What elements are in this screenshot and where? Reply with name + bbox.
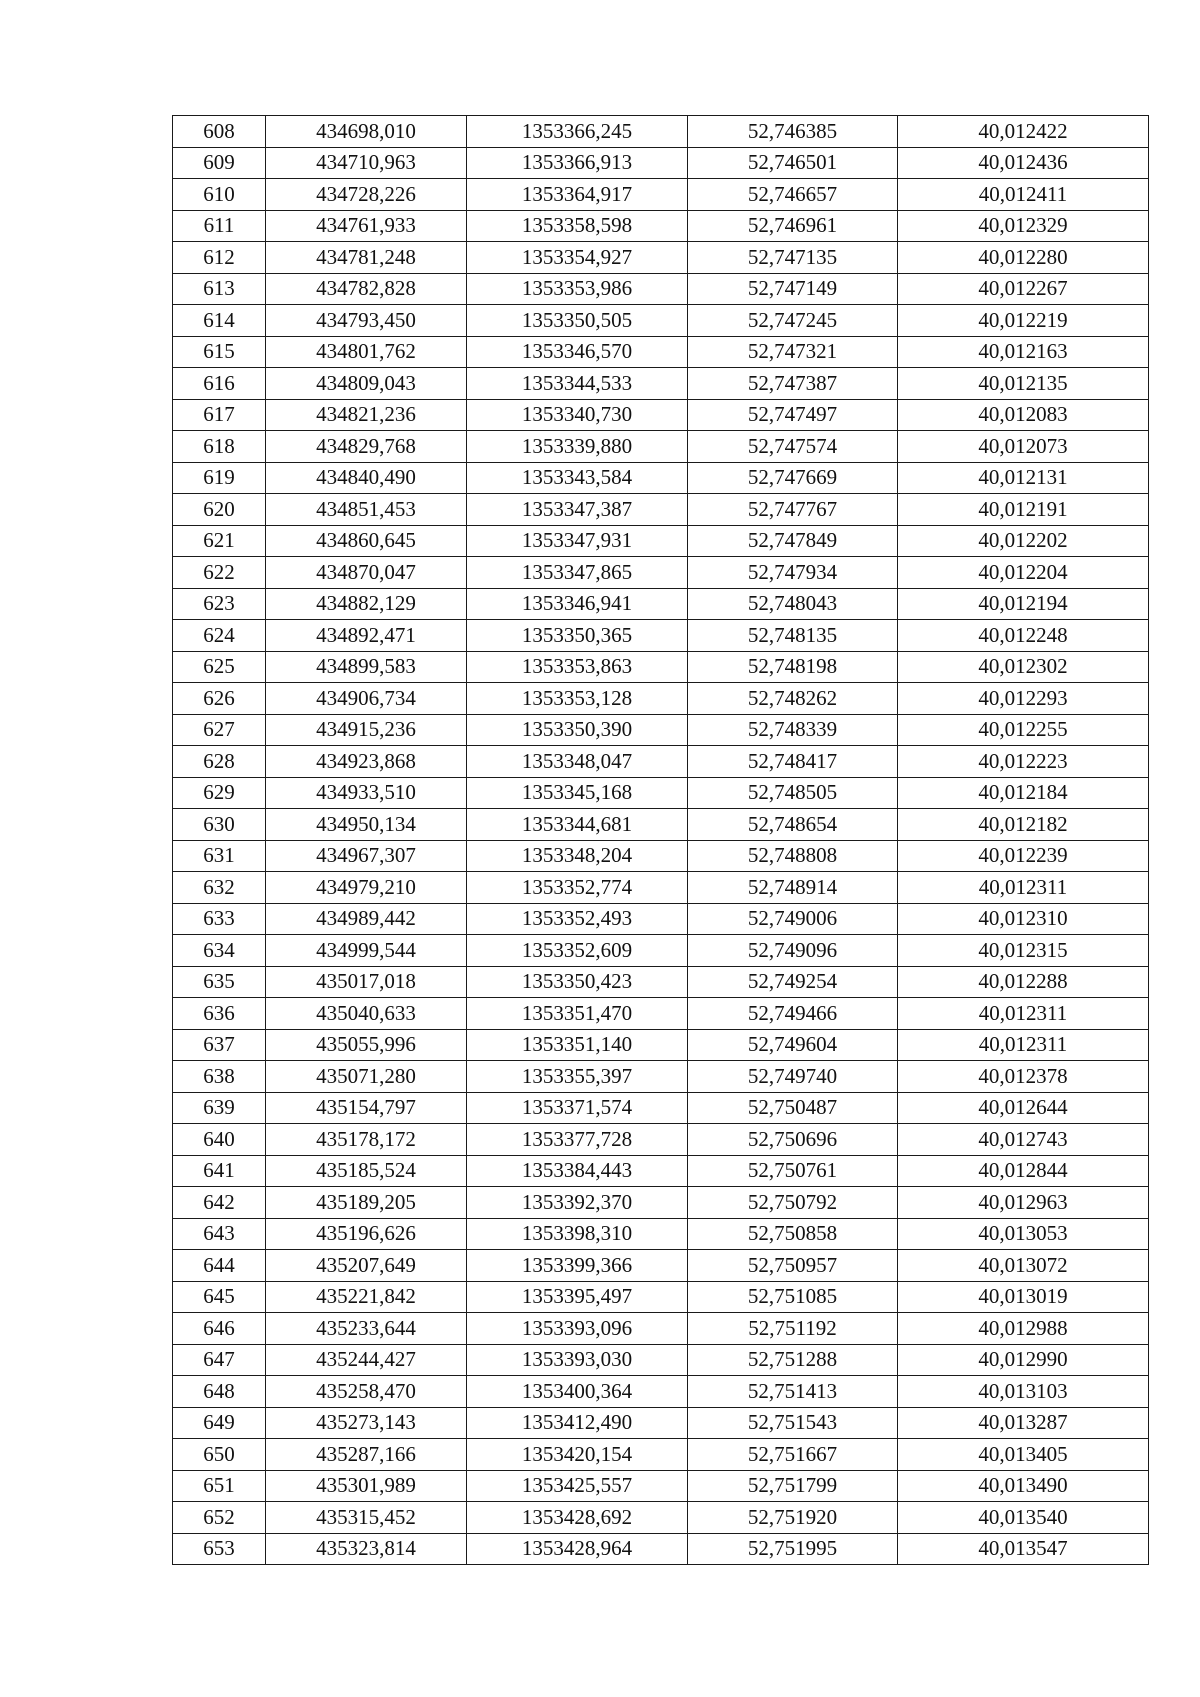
- x-coordinate-cell: 435196,626: [266, 1218, 467, 1250]
- x-coordinate-cell: 434923,868: [266, 746, 467, 778]
- point-number-cell: 642: [173, 1187, 266, 1219]
- point-number-cell: 620: [173, 494, 266, 526]
- latitude-cell: 52,749466: [688, 998, 898, 1030]
- table-row: [173, 494, 1149, 526]
- longitude-cell: 40,013490: [898, 1470, 1149, 1502]
- latitude-cell: 52,751667: [688, 1439, 898, 1471]
- x-coordinate-cell: 435233,644: [266, 1313, 467, 1345]
- latitude-cell: 52,748914: [688, 872, 898, 904]
- y-coordinate-cell: 1353364,917: [467, 179, 688, 211]
- y-coordinate-cell: 1353344,681: [467, 809, 688, 841]
- table-row: [173, 872, 1149, 904]
- y-coordinate-cell: 1353352,774: [467, 872, 688, 904]
- table-row: [173, 1533, 1149, 1565]
- table-row: [173, 210, 1149, 242]
- point-number-cell: 627: [173, 714, 266, 746]
- point-number-cell: 645: [173, 1281, 266, 1313]
- longitude-cell: 40,013053: [898, 1218, 1149, 1250]
- y-coordinate-cell: 1353377,728: [467, 1124, 688, 1156]
- point-number-cell: 624: [173, 620, 266, 652]
- point-number-cell: 638: [173, 1061, 266, 1093]
- point-number-cell: 651: [173, 1470, 266, 1502]
- x-coordinate-cell: 434899,583: [266, 651, 467, 683]
- y-coordinate-cell: 1353428,692: [467, 1502, 688, 1534]
- latitude-cell: 52,747574: [688, 431, 898, 463]
- longitude-cell: 40,012223: [898, 746, 1149, 778]
- y-coordinate-cell: 1353353,986: [467, 273, 688, 305]
- y-coordinate-cell: 1353393,030: [467, 1344, 688, 1376]
- longitude-cell: 40,012073: [898, 431, 1149, 463]
- longitude-cell: 40,012990: [898, 1344, 1149, 1376]
- table-row: [173, 746, 1149, 778]
- table-row: [173, 525, 1149, 557]
- longitude-cell: 40,012288: [898, 966, 1149, 998]
- longitude-cell: 40,012204: [898, 557, 1149, 589]
- y-coordinate-cell: 1353399,366: [467, 1250, 688, 1282]
- y-coordinate-cell: 1353393,096: [467, 1313, 688, 1345]
- longitude-cell: 40,013547: [898, 1533, 1149, 1565]
- x-coordinate-cell: 434915,236: [266, 714, 467, 746]
- table-row: [173, 368, 1149, 400]
- y-coordinate-cell: 1353398,310: [467, 1218, 688, 1250]
- coordinate-table: [172, 115, 1149, 1565]
- table-row: [173, 462, 1149, 494]
- point-number-cell: 629: [173, 777, 266, 809]
- longitude-cell: 40,012436: [898, 147, 1149, 179]
- latitude-cell: 52,746961: [688, 210, 898, 242]
- point-number-cell: 621: [173, 525, 266, 557]
- latitude-cell: 52,747497: [688, 399, 898, 431]
- point-number-cell: 623: [173, 588, 266, 620]
- y-coordinate-cell: 1353355,397: [467, 1061, 688, 1093]
- longitude-cell: 40,013072: [898, 1250, 1149, 1282]
- x-coordinate-cell: 434840,490: [266, 462, 467, 494]
- table-row: [173, 557, 1149, 589]
- point-number-cell: 608: [173, 116, 266, 148]
- x-coordinate-cell: 434761,933: [266, 210, 467, 242]
- latitude-cell: 52,748262: [688, 683, 898, 715]
- longitude-cell: 40,012310: [898, 903, 1149, 935]
- longitude-cell: 40,013287: [898, 1407, 1149, 1439]
- y-coordinate-cell: 1353384,443: [467, 1155, 688, 1187]
- latitude-cell: 52,750792: [688, 1187, 898, 1219]
- longitude-cell: 40,013405: [898, 1439, 1149, 1471]
- table-row: [173, 399, 1149, 431]
- y-coordinate-cell: 1353352,609: [467, 935, 688, 967]
- y-coordinate-cell: 1353348,204: [467, 840, 688, 872]
- y-coordinate-cell: 1353348,047: [467, 746, 688, 778]
- y-coordinate-cell: 1353347,931: [467, 525, 688, 557]
- latitude-cell: 52,751085: [688, 1281, 898, 1313]
- y-coordinate-cell: 1353366,913: [467, 147, 688, 179]
- latitude-cell: 52,747934: [688, 557, 898, 589]
- y-coordinate-cell: 1353343,584: [467, 462, 688, 494]
- x-coordinate-cell: 435017,018: [266, 966, 467, 998]
- longitude-cell: 40,012311: [898, 872, 1149, 904]
- point-number-cell: 636: [173, 998, 266, 1030]
- latitude-cell: 52,748043: [688, 588, 898, 620]
- x-coordinate-cell: 434782,828: [266, 273, 467, 305]
- latitude-cell: 52,750858: [688, 1218, 898, 1250]
- table-row: [173, 620, 1149, 652]
- x-coordinate-cell: 435055,996: [266, 1029, 467, 1061]
- latitude-cell: 52,747245: [688, 305, 898, 337]
- point-number-cell: 622: [173, 557, 266, 589]
- x-coordinate-cell: 435301,989: [266, 1470, 467, 1502]
- x-coordinate-cell: 434781,248: [266, 242, 467, 274]
- x-coordinate-cell: 434933,510: [266, 777, 467, 809]
- latitude-cell: 52,748417: [688, 746, 898, 778]
- y-coordinate-cell: 1353412,490: [467, 1407, 688, 1439]
- x-coordinate-cell: 434698,010: [266, 116, 467, 148]
- latitude-cell: 52,751413: [688, 1376, 898, 1408]
- y-coordinate-cell: 1353344,533: [467, 368, 688, 400]
- y-coordinate-cell: 1353339,880: [467, 431, 688, 463]
- x-coordinate-cell: 435273,143: [266, 1407, 467, 1439]
- table-row: [173, 1470, 1149, 1502]
- y-coordinate-cell: 1353346,570: [467, 336, 688, 368]
- coordinate-table-body: [173, 116, 1149, 1565]
- y-coordinate-cell: 1353347,387: [467, 494, 688, 526]
- x-coordinate-cell: 435154,797: [266, 1092, 467, 1124]
- table-row: [173, 903, 1149, 935]
- point-number-cell: 635: [173, 966, 266, 998]
- latitude-cell: 52,750761: [688, 1155, 898, 1187]
- table-row: [173, 1218, 1149, 1250]
- longitude-cell: 40,012194: [898, 588, 1149, 620]
- table-row: [173, 1155, 1149, 1187]
- y-coordinate-cell: 1353352,493: [467, 903, 688, 935]
- y-coordinate-cell: 1353420,154: [467, 1439, 688, 1471]
- latitude-cell: 52,750696: [688, 1124, 898, 1156]
- point-number-cell: 630: [173, 809, 266, 841]
- point-number-cell: 646: [173, 1313, 266, 1345]
- longitude-cell: 40,012131: [898, 462, 1149, 494]
- point-number-cell: 616: [173, 368, 266, 400]
- longitude-cell: 40,012248: [898, 620, 1149, 652]
- x-coordinate-cell: 434892,471: [266, 620, 467, 652]
- table-row: [173, 1187, 1149, 1219]
- point-number-cell: 643: [173, 1218, 266, 1250]
- latitude-cell: 52,748135: [688, 620, 898, 652]
- table-row: [173, 1250, 1149, 1282]
- longitude-cell: 40,013540: [898, 1502, 1149, 1534]
- table-row: [173, 1344, 1149, 1376]
- table-row: [173, 651, 1149, 683]
- table-row: [173, 809, 1149, 841]
- latitude-cell: 52,746501: [688, 147, 898, 179]
- longitude-cell: 40,012182: [898, 809, 1149, 841]
- point-number-cell: 618: [173, 431, 266, 463]
- y-coordinate-cell: 1353345,168: [467, 777, 688, 809]
- x-coordinate-cell: 435221,842: [266, 1281, 467, 1313]
- longitude-cell: 40,012135: [898, 368, 1149, 400]
- latitude-cell: 52,747149: [688, 273, 898, 305]
- x-coordinate-cell: 434809,043: [266, 368, 467, 400]
- x-coordinate-cell: 434989,442: [266, 903, 467, 935]
- point-number-cell: 640: [173, 1124, 266, 1156]
- latitude-cell: 52,749006: [688, 903, 898, 935]
- x-coordinate-cell: 434882,129: [266, 588, 467, 620]
- latitude-cell: 52,748808: [688, 840, 898, 872]
- x-coordinate-cell: 435207,649: [266, 1250, 467, 1282]
- longitude-cell: 40,013103: [898, 1376, 1149, 1408]
- point-number-cell: 612: [173, 242, 266, 274]
- y-coordinate-cell: 1353395,497: [467, 1281, 688, 1313]
- y-coordinate-cell: 1353358,598: [467, 210, 688, 242]
- x-coordinate-cell: 434906,734: [266, 683, 467, 715]
- longitude-cell: 40,012963: [898, 1187, 1149, 1219]
- y-coordinate-cell: 1353400,364: [467, 1376, 688, 1408]
- table-row: [173, 966, 1149, 998]
- table-row: [173, 179, 1149, 211]
- table-row: [173, 431, 1149, 463]
- point-number-cell: 615: [173, 336, 266, 368]
- point-number-cell: 628: [173, 746, 266, 778]
- point-number-cell: 639: [173, 1092, 266, 1124]
- latitude-cell: 52,751192: [688, 1313, 898, 1345]
- y-coordinate-cell: 1353366,245: [467, 116, 688, 148]
- longitude-cell: 40,012378: [898, 1061, 1149, 1093]
- x-coordinate-cell: 434801,762: [266, 336, 467, 368]
- point-number-cell: 613: [173, 273, 266, 305]
- y-coordinate-cell: 1353371,574: [467, 1092, 688, 1124]
- table-row: [173, 1439, 1149, 1471]
- table-row: [173, 116, 1149, 148]
- x-coordinate-cell: 434710,963: [266, 147, 467, 179]
- x-coordinate-cell: 435040,633: [266, 998, 467, 1030]
- x-coordinate-cell: 435287,166: [266, 1439, 467, 1471]
- latitude-cell: 52,751543: [688, 1407, 898, 1439]
- y-coordinate-cell: 1353350,365: [467, 620, 688, 652]
- point-number-cell: 649: [173, 1407, 266, 1439]
- longitude-cell: 40,012219: [898, 305, 1149, 337]
- y-coordinate-cell: 1353351,470: [467, 998, 688, 1030]
- longitude-cell: 40,012422: [898, 116, 1149, 148]
- x-coordinate-cell: 435258,470: [266, 1376, 467, 1408]
- y-coordinate-cell: 1353340,730: [467, 399, 688, 431]
- longitude-cell: 40,013019: [898, 1281, 1149, 1313]
- point-number-cell: 609: [173, 147, 266, 179]
- point-number-cell: 650: [173, 1439, 266, 1471]
- x-coordinate-cell: 434829,768: [266, 431, 467, 463]
- longitude-cell: 40,012191: [898, 494, 1149, 526]
- point-number-cell: 625: [173, 651, 266, 683]
- x-coordinate-cell: 435185,524: [266, 1155, 467, 1187]
- table-row: [173, 1313, 1149, 1345]
- y-coordinate-cell: 1353347,865: [467, 557, 688, 589]
- table-row: [173, 1061, 1149, 1093]
- latitude-cell: 52,751995: [688, 1533, 898, 1565]
- x-coordinate-cell: 435189,205: [266, 1187, 467, 1219]
- point-number-cell: 648: [173, 1376, 266, 1408]
- x-coordinate-cell: 434999,544: [266, 935, 467, 967]
- longitude-cell: 40,012163: [898, 336, 1149, 368]
- latitude-cell: 52,747321: [688, 336, 898, 368]
- longitude-cell: 40,012329: [898, 210, 1149, 242]
- point-number-cell: 610: [173, 179, 266, 211]
- x-coordinate-cell: 434793,450: [266, 305, 467, 337]
- table-row: [173, 714, 1149, 746]
- latitude-cell: 52,749740: [688, 1061, 898, 1093]
- longitude-cell: 40,012988: [898, 1313, 1149, 1345]
- point-number-cell: 641: [173, 1155, 266, 1187]
- latitude-cell: 52,751920: [688, 1502, 898, 1534]
- longitude-cell: 40,012255: [898, 714, 1149, 746]
- table-row: [173, 683, 1149, 715]
- table-row: [173, 1092, 1149, 1124]
- longitude-cell: 40,012311: [898, 1029, 1149, 1061]
- latitude-cell: 52,747387: [688, 368, 898, 400]
- longitude-cell: 40,012267: [898, 273, 1149, 305]
- point-number-cell: 611: [173, 210, 266, 242]
- x-coordinate-cell: 434860,645: [266, 525, 467, 557]
- longitude-cell: 40,012083: [898, 399, 1149, 431]
- latitude-cell: 52,749254: [688, 966, 898, 998]
- longitude-cell: 40,012411: [898, 179, 1149, 211]
- y-coordinate-cell: 1353350,390: [467, 714, 688, 746]
- longitude-cell: 40,012293: [898, 683, 1149, 715]
- point-number-cell: 653: [173, 1533, 266, 1565]
- latitude-cell: 52,750487: [688, 1092, 898, 1124]
- y-coordinate-cell: 1353350,505: [467, 305, 688, 337]
- y-coordinate-cell: 1353354,927: [467, 242, 688, 274]
- table-row: [173, 242, 1149, 274]
- table-row: [173, 998, 1149, 1030]
- latitude-cell: 52,747767: [688, 494, 898, 526]
- longitude-cell: 40,012280: [898, 242, 1149, 274]
- table-row: [173, 1376, 1149, 1408]
- x-coordinate-cell: 434979,210: [266, 872, 467, 904]
- longitude-cell: 40,012239: [898, 840, 1149, 872]
- latitude-cell: 52,749604: [688, 1029, 898, 1061]
- latitude-cell: 52,747849: [688, 525, 898, 557]
- y-coordinate-cell: 1353346,941: [467, 588, 688, 620]
- y-coordinate-cell: 1353425,557: [467, 1470, 688, 1502]
- table-row: [173, 1029, 1149, 1061]
- table-row: [173, 840, 1149, 872]
- point-number-cell: 647: [173, 1344, 266, 1376]
- point-number-cell: 644: [173, 1250, 266, 1282]
- y-coordinate-cell: 1353353,128: [467, 683, 688, 715]
- latitude-cell: 52,747669: [688, 462, 898, 494]
- x-coordinate-cell: 434851,453: [266, 494, 467, 526]
- table-row: [173, 1124, 1149, 1156]
- longitude-cell: 40,012844: [898, 1155, 1149, 1187]
- point-number-cell: 619: [173, 462, 266, 494]
- table-row: [173, 1502, 1149, 1534]
- latitude-cell: 52,751799: [688, 1470, 898, 1502]
- longitude-cell: 40,012184: [898, 777, 1149, 809]
- x-coordinate-cell: 435071,280: [266, 1061, 467, 1093]
- point-number-cell: 637: [173, 1029, 266, 1061]
- point-number-cell: 614: [173, 305, 266, 337]
- latitude-cell: 52,746657: [688, 179, 898, 211]
- latitude-cell: 52,748198: [688, 651, 898, 683]
- point-number-cell: 652: [173, 1502, 266, 1534]
- point-number-cell: 617: [173, 399, 266, 431]
- x-coordinate-cell: 435244,427: [266, 1344, 467, 1376]
- longitude-cell: 40,012311: [898, 998, 1149, 1030]
- point-number-cell: 626: [173, 683, 266, 715]
- latitude-cell: 52,751288: [688, 1344, 898, 1376]
- y-coordinate-cell: 1353428,964: [467, 1533, 688, 1565]
- y-coordinate-cell: 1353392,370: [467, 1187, 688, 1219]
- x-coordinate-cell: 435315,452: [266, 1502, 467, 1534]
- longitude-cell: 40,012644: [898, 1092, 1149, 1124]
- point-number-cell: 634: [173, 935, 266, 967]
- x-coordinate-cell: 435178,172: [266, 1124, 467, 1156]
- x-coordinate-cell: 435323,814: [266, 1533, 467, 1565]
- latitude-cell: 52,749096: [688, 935, 898, 967]
- x-coordinate-cell: 434870,047: [266, 557, 467, 589]
- table-row: [173, 935, 1149, 967]
- longitude-cell: 40,012743: [898, 1124, 1149, 1156]
- longitude-cell: 40,012302: [898, 651, 1149, 683]
- x-coordinate-cell: 434821,236: [266, 399, 467, 431]
- table-row: [173, 147, 1149, 179]
- table-row: [173, 336, 1149, 368]
- y-coordinate-cell: 1353351,140: [467, 1029, 688, 1061]
- point-number-cell: 633: [173, 903, 266, 935]
- x-coordinate-cell: 434967,307: [266, 840, 467, 872]
- latitude-cell: 52,748339: [688, 714, 898, 746]
- latitude-cell: 52,748505: [688, 777, 898, 809]
- x-coordinate-cell: 434950,134: [266, 809, 467, 841]
- table-row: [173, 305, 1149, 337]
- table-row: [173, 1281, 1149, 1313]
- longitude-cell: 40,012315: [898, 935, 1149, 967]
- y-coordinate-cell: 1353353,863: [467, 651, 688, 683]
- latitude-cell: 52,750957: [688, 1250, 898, 1282]
- longitude-cell: 40,012202: [898, 525, 1149, 557]
- latitude-cell: 52,748654: [688, 809, 898, 841]
- table-row: [173, 273, 1149, 305]
- table-row: [173, 588, 1149, 620]
- latitude-cell: 52,746385: [688, 116, 898, 148]
- y-coordinate-cell: 1353350,423: [467, 966, 688, 998]
- table-row: [173, 777, 1149, 809]
- latitude-cell: 52,747135: [688, 242, 898, 274]
- table-row: [173, 1407, 1149, 1439]
- point-number-cell: 632: [173, 872, 266, 904]
- x-coordinate-cell: 434728,226: [266, 179, 467, 211]
- point-number-cell: 631: [173, 840, 266, 872]
